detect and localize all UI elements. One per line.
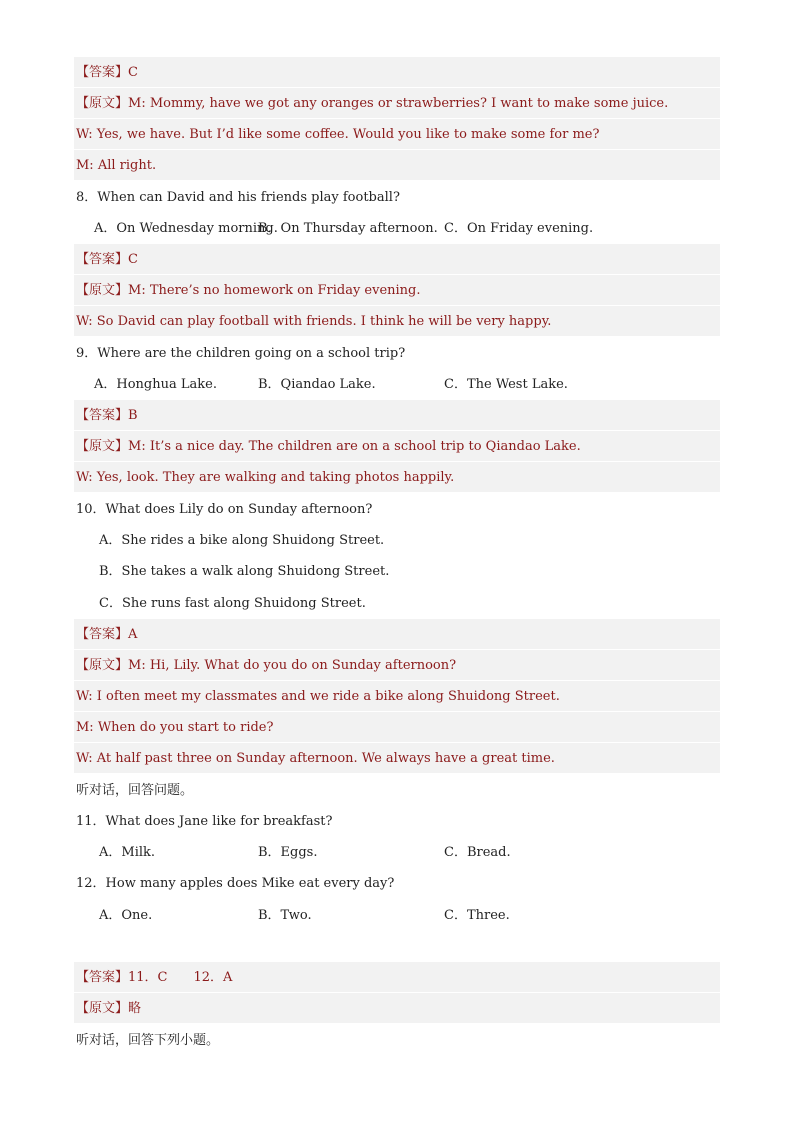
script-tag: 【原文】 [76,283,129,298]
answer-tag: 【答案】 [76,252,129,267]
script-line: M: Mommy, have we got any oranges or strawberries? I want to make some juice. [128,96,669,111]
question-11: 11．What does Jane like for breakfast? [76,814,333,829]
script-row-7-2: W: Yes, we have. But I’d like some coffee. Would you like to make some for me? [74,119,720,150]
section-instruction-1: 听对话，回答问题。 [76,783,194,798]
question-10: 10．What does Lily do on Sunday afternoon? [76,502,373,517]
answer-row-9 [74,400,720,431]
script-row-10-1 [74,650,720,681]
script-tag: 【原文】 [76,96,129,111]
script-row-10-3: M: When do you start to ride? [74,712,720,743]
option-c: C．On Friday evening. [444,221,594,236]
option-c: C．The West Lake. [444,377,568,392]
answer-value: C [128,252,138,267]
script-row-9-2: W: Yes, look. They are walking and taking photos happily. [74,462,720,493]
answer-tag: 【答案】 [76,970,129,985]
script-line: M: There’s no homework on Friday evening. [128,283,421,298]
option-c: C．Three. [444,908,510,923]
section-instruction-2: 听对话，回答下列小题。 [76,1033,220,1048]
option-c: C．Bread. [444,845,511,860]
script-row-10-4: W: At half past three on Sunday afternoon. We always have a great time. [74,743,720,774]
script-row-11-12 [74,993,720,1024]
answer-tag: 【答案】 [76,65,129,80]
option-b: B．Two. [258,908,312,923]
options-9 [74,369,720,400]
script-row-8-1 [74,275,720,306]
script-row-7-1 [74,88,720,119]
option-a: A．Milk. [99,845,156,860]
answer-row-8 [74,244,720,275]
options-8 [74,213,720,244]
script-row-9-1 [74,431,720,462]
option-10-b-row [74,556,720,587]
question-8: 8．When can David and his friends play football? [76,190,400,205]
script-row-7-3: M: All right. [74,150,720,181]
script-row-8-2: W: So David can play football with friends. I think he will be very happy. [74,306,720,337]
answer-value: C [128,65,138,80]
answer-tag: 【答案】 [76,408,129,423]
option-10-a-row [74,525,720,556]
options-11 [74,837,720,868]
option-b: B．On Thursday afternoon. [258,221,438,236]
answer-value: A [128,627,138,642]
option-10-c-row [74,588,720,619]
option-a: A．On Wednesday morning. [94,221,278,236]
answer-row-7 [74,57,720,88]
option-a: A．Honghua Lake. [94,377,217,392]
script-tag: 【原文】 [76,439,129,454]
options-12 [74,900,720,931]
answer-value: 11．C 12．A [128,970,233,985]
script-row-10-2: W: I often meet my classmates and we ride a bike along Shuidong Street. [74,681,720,712]
question-9: 9．Where are the children going on a school trip? [76,346,406,361]
script-tag: 【原文】 [76,1001,129,1016]
option-a: A．She rides a bike along Shuidong Street. [99,533,385,548]
option-c: C．She runs fast along Shuidong Street. [99,596,366,611]
script-line: M: It’s a nice day. The children are on a school trip to Qiandao Lake. [128,439,581,454]
answer-value: B [128,408,138,423]
question-12: 12．How many apples does Mike eat every day? [76,876,395,891]
option-a: A．One. [99,908,153,923]
option-b: B．She takes a walk along Shuidong Street. [99,564,390,579]
option-b: B．Qiandao Lake. [258,377,376,392]
answer-row-10 [74,619,720,650]
option-b: B．Eggs. [258,845,318,860]
script-omitted: 略 [128,1001,142,1016]
answer-tag: 【答案】 [76,627,129,642]
script-tag: 【原文】 [76,658,129,673]
script-line: M: Hi, Lily. What do you do on Sunday afternoon? [128,658,457,673]
answer-row-11-12 [74,962,720,993]
